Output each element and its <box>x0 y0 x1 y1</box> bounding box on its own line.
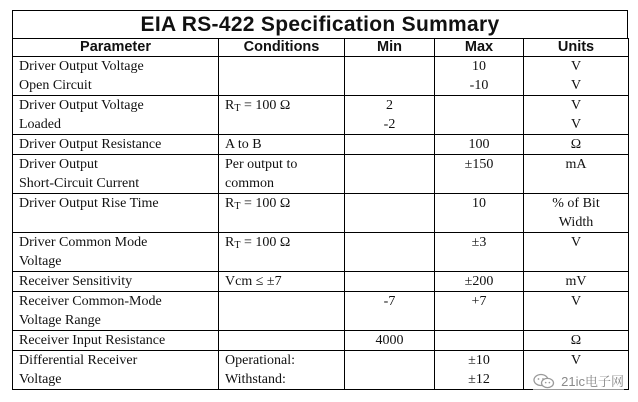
cell-max <box>435 351 524 390</box>
header-min: Min <box>345 39 435 57</box>
cell-parameter <box>13 155 219 194</box>
cell-conditions <box>219 194 345 233</box>
table-title: EIA RS-422 Specification Summary <box>12 10 628 38</box>
cell-min <box>345 351 435 390</box>
max-line: ±12 <box>468 372 490 387</box>
parameter-line: Short-Circuit Current <box>19 176 140 191</box>
cell-units <box>524 57 629 96</box>
header-max: Max <box>435 39 524 57</box>
cell-parameter <box>13 96 219 135</box>
min-line: -2 <box>383 117 396 132</box>
units-line: V <box>570 235 582 250</box>
cell-min <box>345 194 435 233</box>
units-line: V <box>570 294 582 309</box>
parameter-line: Loaded <box>19 117 61 132</box>
cell-parameter <box>13 331 219 351</box>
cell-units <box>524 292 629 331</box>
parameter-line: Driver Output Rise Time <box>19 196 159 211</box>
cell-min <box>345 57 435 96</box>
table-row <box>13 272 629 292</box>
conditions-line: common <box>225 176 274 191</box>
cell-min <box>345 96 435 135</box>
cell-min <box>345 331 435 351</box>
conditions-line: $R_T = 100$ Ω <box>225 235 291 251</box>
cell-units <box>524 194 629 233</box>
max-line: 10 <box>472 59 486 74</box>
cell-max <box>435 57 524 96</box>
conditions-line: $R_T = 100$ Ω <box>225 196 291 212</box>
table-row <box>13 292 629 331</box>
conditions-line: Per output to <box>225 157 298 172</box>
header-units: Units <box>524 39 629 57</box>
max-line: -10 <box>469 78 489 93</box>
cell-min <box>345 135 435 155</box>
watermark-text: 21ic电子网 <box>561 374 624 389</box>
units-line: V <box>570 78 582 93</box>
cell-max <box>435 272 524 292</box>
max-line: ±150 <box>464 157 494 172</box>
parameter-line: Receiver Common-Mode <box>19 294 162 309</box>
cell-units <box>524 233 629 272</box>
units-line: V <box>570 98 582 113</box>
cell-max <box>435 233 524 272</box>
cell-units <box>524 272 629 292</box>
parameter-line: Driver Output Resistance <box>19 137 162 152</box>
units-line: Width <box>558 215 594 230</box>
conditions-line: A to B <box>225 137 262 152</box>
cell-conditions <box>219 155 345 194</box>
cell-max <box>435 96 524 135</box>
units-line: V <box>570 117 582 132</box>
cell-parameter <box>13 233 219 272</box>
parameter-line: Voltage Range <box>19 313 101 328</box>
table-row <box>13 194 629 233</box>
cell-min <box>345 155 435 194</box>
units-line: V <box>570 59 582 74</box>
cell-max <box>435 331 524 351</box>
cell-conditions <box>219 331 345 351</box>
cell-units <box>524 96 629 135</box>
parameter-line: Driver Output Voltage <box>19 59 144 74</box>
max-line: ±10 <box>468 353 490 368</box>
min-line: 2 <box>386 98 393 113</box>
header-row <box>13 39 629 57</box>
conditions-line: Withstand: <box>225 372 286 387</box>
units-line: % of Bit <box>552 196 600 211</box>
cell-parameter <box>13 194 219 233</box>
conditions-line: Vcm ≤ ±7 <box>225 274 282 289</box>
units-line: Ω <box>570 333 582 348</box>
parameter-line: Driver Output Voltage <box>19 98 144 113</box>
cell-parameter <box>13 292 219 331</box>
cell-conditions <box>219 135 345 155</box>
table-row <box>13 96 629 135</box>
units-line: V <box>570 353 582 368</box>
cell-max <box>435 155 524 194</box>
cell-conditions <box>219 96 345 135</box>
watermark <box>533 371 624 390</box>
min-line: 4000 <box>375 333 404 348</box>
max-line: ±200 <box>464 274 494 289</box>
table-row <box>13 155 629 194</box>
conditions-line: Operational: <box>225 353 295 368</box>
cell-conditions <box>219 233 345 272</box>
max-line: ±3 <box>471 235 487 250</box>
cell-max <box>435 135 524 155</box>
max-line: 10 <box>472 196 486 211</box>
cell-conditions <box>219 272 345 292</box>
cell-units <box>524 331 629 351</box>
cell-conditions <box>219 351 345 390</box>
wechat-icon <box>533 373 555 389</box>
table-row <box>13 57 629 96</box>
cell-conditions <box>219 57 345 96</box>
header-parameter: Parameter <box>13 39 219 57</box>
parameter-line: Driver Common Mode <box>19 235 148 250</box>
spec-table <box>12 38 629 390</box>
cell-units <box>524 135 629 155</box>
cell-parameter <box>13 272 219 292</box>
units-line: Ω <box>570 137 582 152</box>
cell-conditions <box>219 292 345 331</box>
cell-units <box>524 155 629 194</box>
max-line: +7 <box>471 294 487 309</box>
units-line: mA <box>565 157 587 172</box>
header-conditions: Conditions <box>219 39 345 57</box>
parameter-line: Differential Receiver <box>19 353 138 368</box>
cell-parameter <box>13 351 219 390</box>
cell-parameter <box>13 135 219 155</box>
cell-max <box>435 292 524 331</box>
parameter-line: Voltage <box>19 254 62 269</box>
table-row <box>13 331 629 351</box>
cell-min <box>345 233 435 272</box>
units-line: mV <box>565 274 587 289</box>
max-line: 100 <box>468 137 490 152</box>
table-row <box>13 233 629 272</box>
cell-max <box>435 194 524 233</box>
spec-document <box>12 10 628 391</box>
cell-min <box>345 272 435 292</box>
cell-min <box>345 292 435 331</box>
parameter-line: Receiver Input Resistance <box>19 333 166 348</box>
table-row <box>13 135 629 155</box>
parameter-line: Receiver Sensitivity <box>19 274 133 289</box>
parameter-line: Voltage <box>19 372 62 387</box>
cell-parameter <box>13 57 219 96</box>
conditions-line: $R_T = 100$ Ω <box>225 98 291 114</box>
parameter-line: Open Circuit <box>19 78 92 93</box>
parameter-line: Driver Output <box>19 157 98 172</box>
min-line: -7 <box>383 294 396 309</box>
